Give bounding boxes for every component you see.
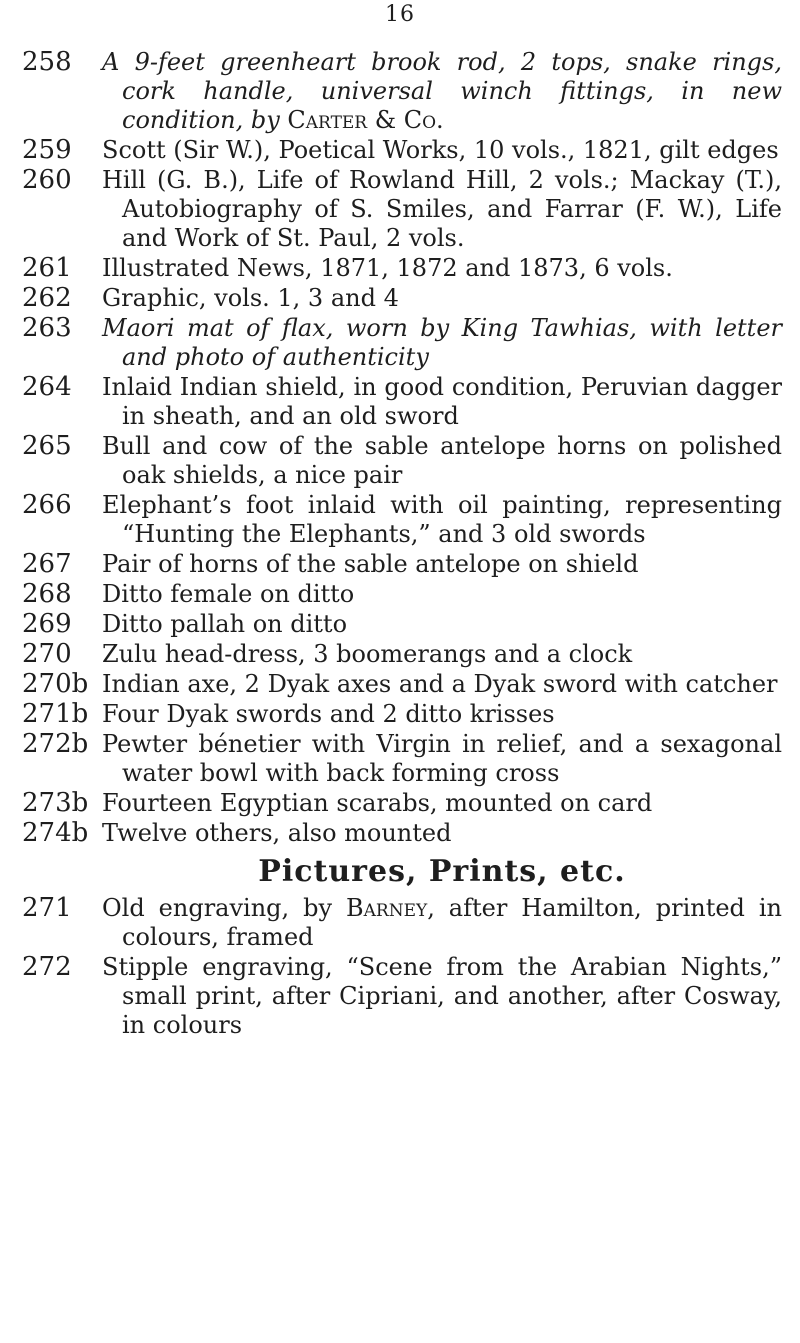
lot-description bbox=[102, 819, 782, 848]
lot-number: 270 bbox=[22, 639, 72, 669]
section-heading: Pictures, Prints, etc. bbox=[258, 854, 626, 889]
lot-number: 271b bbox=[22, 699, 89, 729]
lot-number: 261 bbox=[22, 253, 72, 283]
lot-description bbox=[102, 700, 782, 729]
lot-description-text: Ditto pallah on ditto bbox=[102, 610, 348, 638]
lot-description-text: Indian axe, 2 Dyak axes and a Dyak sword with catcher bbox=[102, 670, 778, 698]
lot-description-text: Pair of horns of the sable antelope on shield bbox=[102, 550, 639, 578]
lot-description bbox=[102, 610, 782, 639]
lot-description-text: A 9-feet greenheart brook rod, 2 tops, snake rings, cork handle, universal winch fittings, in new condition, by bbox=[102, 48, 782, 134]
lot-entry bbox=[22, 432, 782, 490]
lot-description bbox=[102, 48, 782, 135]
lot-description-text: Fourteen Egyptian scarabs, mounted on card bbox=[102, 789, 653, 817]
lot-description-text: Zulu head-dress, 3 boomerangs and a clock bbox=[102, 640, 633, 668]
lot-description-text: Elephant’s foot inlaid with oil painting, representing “Hunting the Elephants,” and 3 old swords bbox=[102, 491, 782, 548]
lot-description bbox=[102, 432, 782, 490]
lot-number: 259 bbox=[22, 135, 72, 165]
lot-number: 268 bbox=[22, 579, 72, 609]
lot-description bbox=[102, 730, 782, 788]
lot-description-text: , after Hamilton, printed in colours, framed bbox=[122, 894, 783, 951]
lot-number: 265 bbox=[22, 431, 72, 461]
lot-description-text: Pewter bénetier with Virgin in relief, and a sexagonal water bowl with back forming cross bbox=[102, 730, 782, 787]
lot-entry bbox=[22, 894, 782, 952]
lot-description bbox=[102, 894, 782, 952]
lot-number: 267 bbox=[22, 549, 72, 579]
lot-number: 272b bbox=[22, 729, 89, 759]
lot-description bbox=[102, 373, 782, 431]
lot-number: 272 bbox=[22, 952, 72, 982]
lot-description bbox=[102, 166, 782, 253]
lot-description-text: Bull and cow of the sable antelope horns on polished oak shields, a nice pair bbox=[102, 432, 782, 489]
lot-description-text: Hill (G. B.), Life of Rowland Hill, 2 vols.; Mackay (T.), Autobiography of S. Smiles, and Farrar (F. W.), Life and Work of St. Paul, 2 vols. bbox=[102, 166, 782, 252]
lot-description bbox=[102, 314, 782, 372]
lot-description-text: Inlaid Indian shield, in good condition, Peruvian dagger in sheath, and an old sword bbox=[102, 373, 782, 430]
lot-entry bbox=[22, 136, 782, 165]
lot-description bbox=[102, 550, 782, 579]
lot-description bbox=[102, 491, 782, 549]
lot-description-text: Ditto female on ditto bbox=[102, 580, 355, 608]
lot-description-text: Twelve others, also mounted bbox=[102, 819, 452, 847]
lot-description-text: Scott (Sir W.), Poetical Works, 10 vols., 1821, gilt edges bbox=[102, 136, 779, 164]
lot-number: 266 bbox=[22, 490, 72, 520]
lot-list-pictures bbox=[22, 894, 782, 1040]
lot-entry bbox=[22, 373, 782, 431]
lot-entry bbox=[22, 610, 782, 639]
lot-description bbox=[102, 580, 782, 609]
lot-description bbox=[102, 284, 782, 313]
lot-description-text: Old engraving, by bbox=[102, 894, 346, 922]
lot-description-text: Maori mat of flax, worn by King Tawhias, with letter and photo of authenticity bbox=[102, 314, 782, 371]
lot-description-text: Carter & Co. bbox=[287, 106, 444, 134]
lot-entry bbox=[22, 670, 782, 699]
lot-entry bbox=[22, 166, 782, 253]
lot-entry bbox=[22, 953, 782, 1040]
lot-number: 260 bbox=[22, 165, 72, 195]
lot-entry bbox=[22, 314, 782, 372]
lot-number: 273b bbox=[22, 788, 89, 818]
lot-list bbox=[22, 48, 782, 1041]
lot-description bbox=[102, 136, 782, 165]
lot-entry bbox=[22, 254, 782, 283]
lot-number: 263 bbox=[22, 313, 72, 343]
lot-description-text: Graphic, vols. 1, 3 and 4 bbox=[102, 284, 399, 312]
lot-entry bbox=[22, 700, 782, 729]
lot-entry bbox=[22, 550, 782, 579]
lot-entry bbox=[22, 819, 782, 848]
page-number: 16 bbox=[385, 2, 415, 27]
lot-number: 262 bbox=[22, 283, 72, 313]
lot-entry bbox=[22, 730, 782, 788]
lot-description-text: Illustrated News, 1871, 1872 and 1873, 6 vols. bbox=[102, 254, 673, 282]
lot-description bbox=[102, 640, 782, 669]
lot-number: 264 bbox=[22, 372, 72, 402]
lot-number: 258 bbox=[22, 47, 72, 77]
lot-number: 271 bbox=[22, 893, 72, 923]
lot-entry bbox=[22, 48, 782, 135]
lot-entry bbox=[22, 640, 782, 669]
lot-number: 269 bbox=[22, 609, 72, 639]
lot-number: 270b bbox=[22, 669, 89, 699]
lot-entry bbox=[22, 284, 782, 313]
lot-description-text: Stipple engraving, “Scene from the Arabian Nights,” small print, after Cipriani, and another, after Cosway, in colours bbox=[102, 953, 782, 1039]
lot-entry bbox=[22, 580, 782, 609]
lot-description bbox=[102, 254, 782, 283]
lot-description-text: Barney bbox=[345, 894, 428, 922]
lot-description bbox=[102, 953, 782, 1040]
lot-description bbox=[102, 670, 782, 699]
lot-entry bbox=[22, 491, 782, 549]
lot-description bbox=[102, 789, 782, 818]
lot-description-text: Four Dyak swords and 2 ditto krisses bbox=[102, 700, 555, 728]
lot-entry bbox=[22, 789, 782, 818]
lot-list-general bbox=[22, 48, 782, 848]
lot-number: 274b bbox=[22, 818, 89, 848]
